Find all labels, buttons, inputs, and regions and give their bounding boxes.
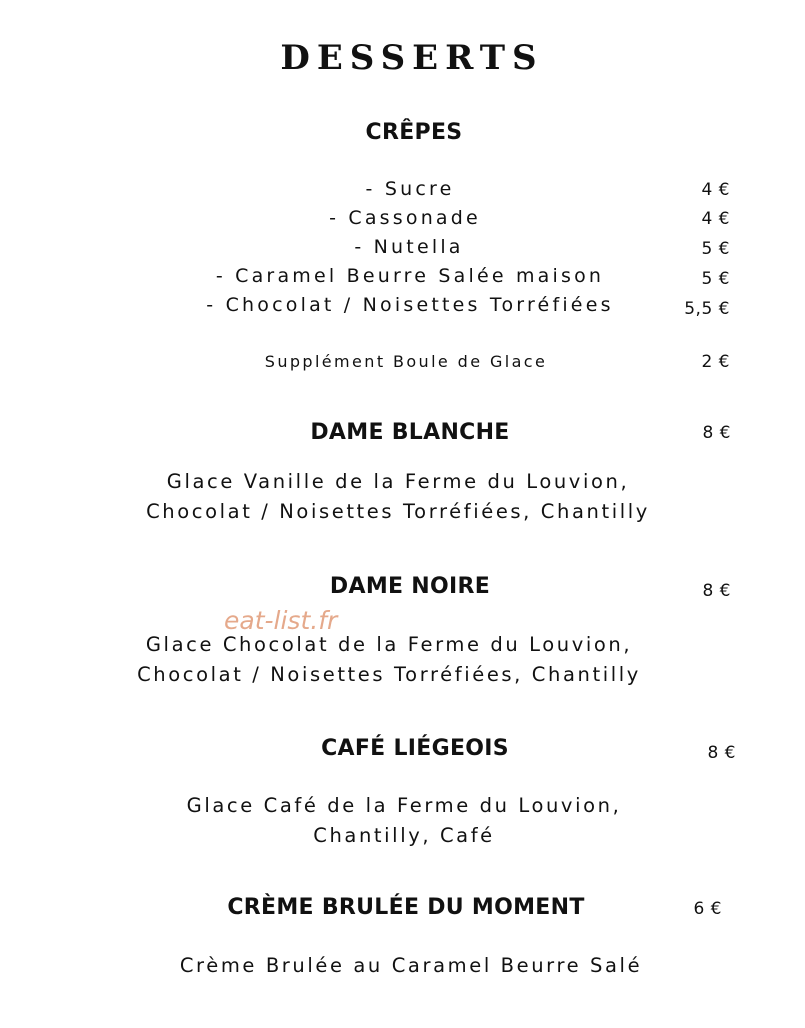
crepe-price-chocolat: 5,5 € [684, 299, 730, 319]
cafe-liegeois-desc-line1: Glace Café de la Ferme du Louvion, [186, 794, 622, 817]
crepe-item-cassonade: - Cassonade [329, 207, 481, 229]
crepe-item-nutella: - Nutella [354, 236, 464, 258]
creme-brulee-heading: CRÈME BRULÉE DU MOMENT [227, 895, 585, 920]
crepe-price-nutella: 5 € [701, 239, 730, 259]
dame-blanche-price: 8 € [702, 423, 731, 443]
dame-noire-desc-line1: Glace Chocolat de la Ferme du Louvion, [145, 633, 633, 656]
crepe-price-cassonade: 4 € [701, 209, 730, 229]
page-title: DESSERTS [280, 38, 544, 78]
supplement-label: Supplément Boule de Glace [264, 352, 548, 371]
dame-blanche-desc-line2: Chocolat / Noisettes Torréfiées, Chantilly [146, 500, 650, 523]
cafe-liegeois-desc-line2: Chantilly, Café [313, 824, 495, 847]
dame-blanche-heading: DAME BLANCHE [310, 420, 510, 445]
crepe-item-chocolat: - Chocolat / Noisettes Torréfiées [206, 294, 614, 316]
dame-noire-desc-line2: Chocolat / Noisettes Torréfiées, Chantilly [137, 663, 641, 686]
crepe-item-sucre: - Sucre [365, 178, 455, 200]
watermark: eat-list.fr [224, 606, 338, 635]
dame-noire-price: 8 € [702, 581, 731, 601]
dame-noire-heading: DAME NOIRE [329, 574, 491, 599]
crepe-item-caramel: - Caramel Beurre Salée maison [215, 265, 605, 287]
supplement-price: 2 € [701, 352, 730, 372]
cafe-liegeois-heading: CAFÉ LIÉGEOIS [321, 736, 509, 761]
crepe-price-sucre: 4 € [701, 180, 730, 200]
creme-brulee-price: 6 € [693, 899, 722, 919]
cafe-liegeois-price: 8 € [707, 743, 736, 763]
crepe-price-caramel: 5 € [701, 269, 730, 289]
dame-blanche-desc-line1: Glace Vanille de la Ferme du Louvion, [166, 470, 630, 493]
creme-brulee-desc-line1: Crème Brulée au Caramel Beurre Salé [179, 954, 643, 977]
crepes-heading: CRÊPES [365, 120, 463, 145]
